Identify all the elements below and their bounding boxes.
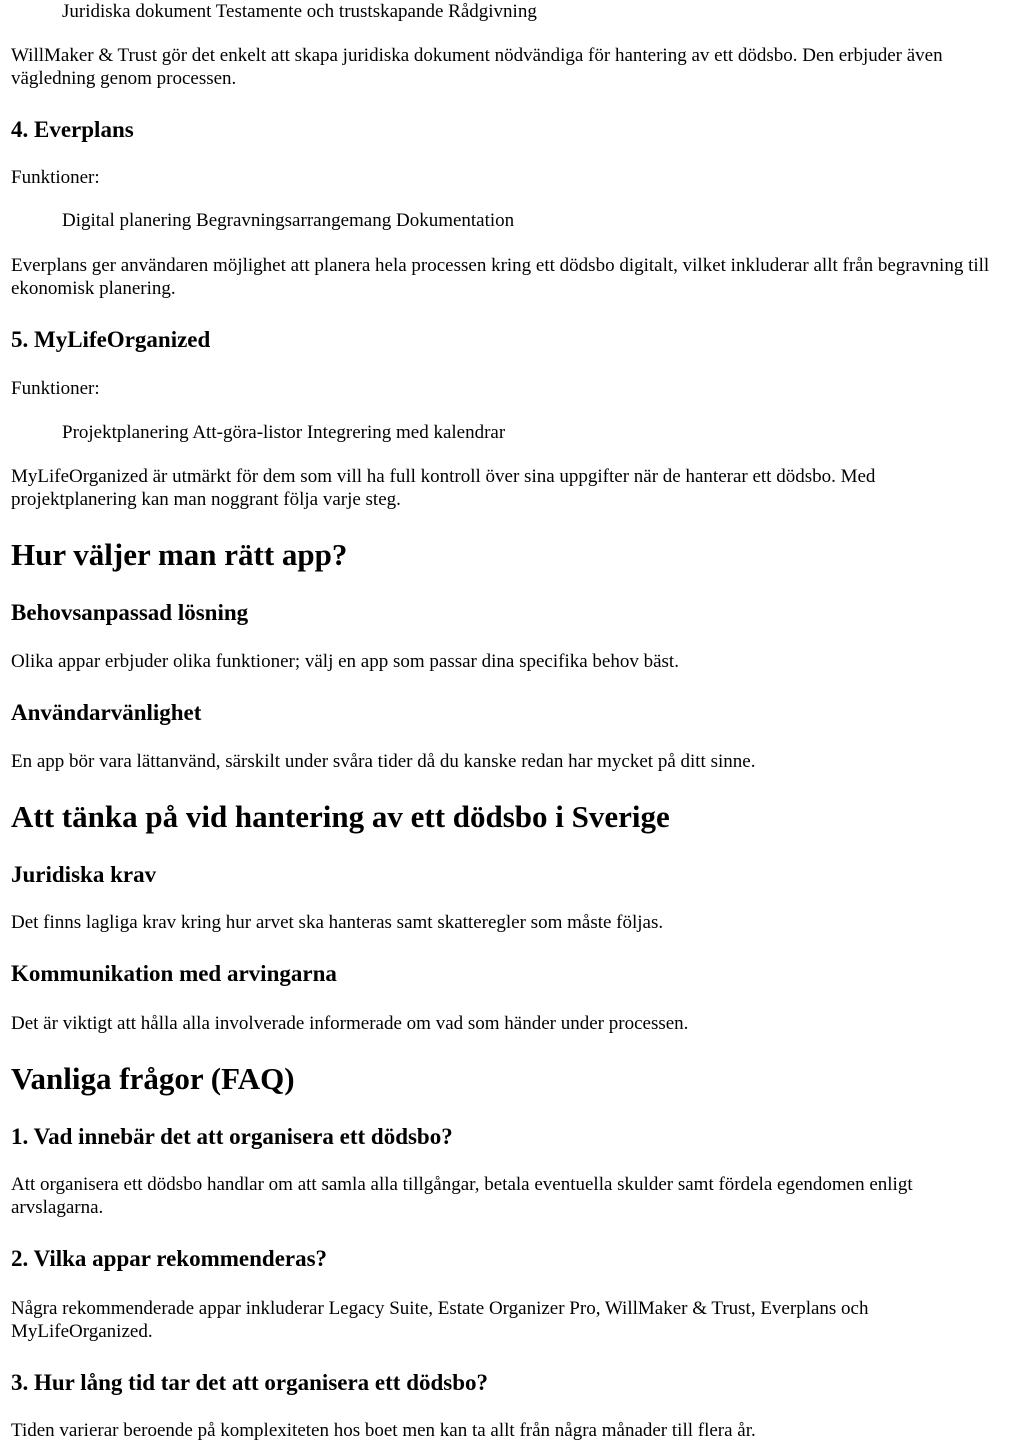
faq-question-2: 2. Vilka appar rekommenderas? — [11, 1246, 328, 1271]
mylifeorganized-description: MyLifeOrganized är utmärkt för dem som vill ha full kontroll över sina uppgifter när de hanterar ett dödsbo. Med projektplanering kan man noggrant följa varje steg. — [11, 466, 876, 510]
choose-text-needs: Olika appar erbjuder olika funktioner; välj en app som passar dina specifika behov bäst. — [11, 651, 679, 672]
faq-question-3: 3. Hur lång tid tar det att organisera ett dödsbo? — [11, 1370, 489, 1395]
section-heading-choose-app: Hur väljer man rätt app? — [11, 537, 348, 572]
consider-text-communication: Det är viktigt att hålla alla involverade informerade om vad som händer under processen. — [11, 1013, 689, 1034]
choose-text-usability: En app bör vara lättanvänd, särskilt under svåra tider då du kanske redan har mycket på ditt sinne. — [11, 751, 756, 772]
consider-subheading-legal: Juridiska krav — [11, 862, 157, 887]
choose-subheading-needs: Behovsanpassad lösning — [11, 600, 249, 625]
everplans-features-label: Funktioner: — [11, 167, 100, 188]
choose-subheading-usability: Användarvänlighet — [11, 700, 202, 725]
consider-text-legal: Det finns lagliga krav kring hur arvet ska hanteras samt skatteregler som måste följas. — [11, 912, 664, 933]
section-heading-faq: Vanliga frågor (FAQ) — [11, 1061, 295, 1096]
app-heading-everplans: 4. Everplans — [11, 117, 134, 142]
everplans-description: Everplans ger användaren möjlighet att planera hela processen kring ett dödsbo digitalt, vilket inkluderar allt från begravning till ekonomisk planering. — [11, 255, 990, 299]
willmaker-description: WillMaker & Trust gör det enkelt att skapa juridiska dokument nödvändiga för hantering av ett dödsbo. Den erbjuder även vägledning genom processen. — [11, 45, 943, 89]
willmaker-features-list: Juridiska dokument Testamente och trustskapande Rådgivning — [62, 1, 537, 22]
mylifeorganized-features-label: Funktioner: — [11, 378, 100, 399]
faq-question-1: 1. Vad innebär det att organisera ett dödsbo? — [11, 1124, 453, 1149]
consider-subheading-communication: Kommunikation med arvingarna — [11, 961, 337, 986]
app-heading-mylifeorganized: 5. MyLifeOrganized — [11, 327, 211, 352]
faq-answer-3: Tiden varierar beroende på komplexiteten hos boet men kan ta allt från några månader till flera år. — [11, 1420, 756, 1441]
mylifeorganized-features-list: Projektplanering Att-göra-listor Integrering med kalendrar — [62, 422, 506, 443]
faq-answer-1: Att organisera ett dödsbo handlar om att samla alla tillgångar, betala eventuella skulder samt fördela egendomen enligt arvslagarna. — [11, 1174, 913, 1218]
faq-answer-2: Några rekommenderade appar inkluderar Legacy Suite, Estate Organizer Pro, WillMaker & Trust, Everplans och MyLifeOrganized. — [11, 1298, 869, 1342]
section-heading-considerations: Att tänka på vid hantering av ett dödsbo i Sverige — [11, 799, 670, 834]
everplans-features-list: Digital planering Begravningsarrangemang Dokumentation — [62, 210, 515, 231]
